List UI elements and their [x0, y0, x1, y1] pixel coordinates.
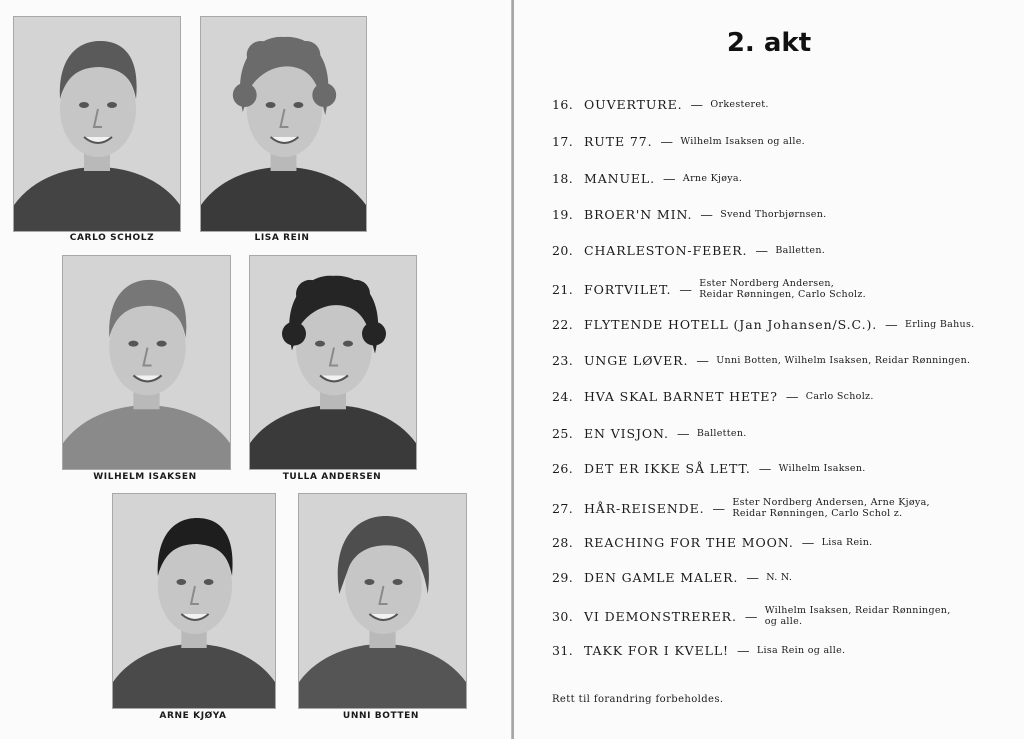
song-title: BROER'N MIN.	[584, 207, 693, 222]
em-dash: —	[746, 570, 760, 585]
performer-line: Wilhelm Isaksen og alle.	[680, 136, 805, 147]
performer-line: N. N.	[766, 572, 793, 583]
song-performers	[716, 355, 970, 366]
portrait-photo	[298, 493, 467, 709]
song-title: HÅR-REISENDE.	[584, 500, 705, 516]
em-dash: —	[679, 281, 693, 297]
song-entry	[552, 317, 1004, 332]
em-dash: —	[712, 500, 726, 516]
song-performers	[757, 645, 845, 656]
song-entry	[552, 461, 1004, 476]
song-title: OUVERTURE.	[584, 97, 683, 112]
song-performers	[710, 99, 768, 110]
performer-line: Svend Thorbjørnsen.	[720, 209, 827, 220]
song-entry	[552, 171, 1004, 186]
performer-line: Balletten.	[696, 428, 747, 439]
portrait-figure	[250, 256, 416, 469]
song-performers	[697, 428, 747, 439]
song-title: RUTE 77.	[584, 134, 653, 149]
song-number: 27.	[552, 500, 574, 516]
song-entry	[552, 243, 1004, 258]
song-entry	[552, 605, 1004, 627]
portrait-photo	[13, 16, 181, 232]
song-entry	[552, 389, 1004, 404]
portrait-caption: WILHELM ISAKSEN	[93, 472, 197, 482]
song-number: 22.	[552, 317, 574, 332]
em-dash: —	[676, 426, 690, 441]
right-page	[514, 0, 1024, 739]
song-number: 24.	[552, 389, 574, 404]
song-performers	[765, 605, 951, 627]
em-dash: —	[744, 608, 758, 624]
song-number: 23.	[552, 353, 574, 368]
song-title: HVA SKAL BARNET HETE?	[584, 389, 778, 404]
portrait-caption: CARLO SCHOLZ	[69, 233, 155, 243]
song-entry	[552, 643, 1004, 658]
song-title: FLYTENDE HOTELL (Jan Johansen/S.C.).	[584, 317, 878, 332]
song-title: UNGE LØVER.	[584, 353, 689, 368]
song-performers	[822, 537, 873, 548]
song-performers	[680, 136, 805, 147]
song-number: 18.	[552, 171, 574, 186]
song-number: 20.	[552, 243, 574, 258]
portrait-figure	[63, 256, 230, 469]
performer-line: Erling Bahus.	[905, 319, 975, 330]
song-number: 28.	[552, 535, 574, 550]
performer-line: Wilhelm Isaksen.	[778, 463, 866, 474]
em-dash: —	[690, 97, 704, 112]
song-performers	[806, 391, 874, 402]
performer-line: Unni Botten, Wilhelm Isaksen, Reidar Rønningen.	[716, 355, 971, 366]
portrait-caption: TULLA ANDERSEN	[282, 472, 382, 482]
portrait-figure	[14, 17, 180, 231]
song-title: DEN GAMLE MALER.	[584, 570, 739, 585]
song-number: 19.	[552, 207, 574, 222]
em-dash: —	[663, 171, 676, 186]
song-number: 29.	[552, 570, 574, 585]
portrait-photo	[249, 255, 417, 470]
song-entry	[552, 97, 1004, 112]
song-number: 16.	[552, 97, 574, 112]
em-dash: —	[758, 461, 772, 476]
em-dash: —	[696, 353, 710, 368]
song-entry	[552, 535, 1004, 550]
song-title: DET ER IKKE SÅ LETT.	[584, 461, 751, 476]
portrait-caption: LISA REIN	[254, 233, 310, 243]
performer-line: Orkesteret.	[710, 99, 769, 110]
em-dash: —	[660, 134, 674, 149]
em-dash: —	[801, 535, 815, 550]
em-dash: —	[736, 643, 750, 658]
performer-line: Reidar Rønningen, Carlo Schol z.	[732, 508, 903, 519]
portrait-photo	[112, 493, 276, 709]
song-title: VI DEMONSTRERER.	[584, 608, 737, 624]
disclaimer-note: Rett til forandring forbeholdes.	[552, 694, 724, 705]
portrait-figure	[201, 17, 366, 231]
song-entry	[552, 278, 1004, 300]
song-performers	[699, 278, 866, 300]
song-title: CHARLESTON-FEBER.	[584, 243, 748, 258]
song-entry	[552, 497, 1004, 519]
song-entry	[552, 570, 1004, 585]
performer-line: Reidar Rønningen, Carlo Scholz.	[699, 289, 866, 300]
song-title: FORTVILET.	[584, 281, 672, 297]
song-entry	[552, 134, 1004, 149]
em-dash: —	[700, 207, 714, 222]
performer-line: Carlo Scholz.	[805, 391, 874, 402]
song-performers	[775, 245, 825, 256]
performer-line: Ester Nordberg Andersen, Arne Kjøya,	[732, 497, 930, 508]
song-entry	[552, 426, 1004, 441]
performer-line: og alle.	[764, 616, 803, 627]
em-dash: —	[755, 243, 769, 258]
song-number: 21.	[552, 281, 574, 297]
portrait-caption: UNNI BOTTEN	[342, 711, 420, 721]
performer-line: Lisa Rein og alle.	[756, 645, 846, 656]
em-dash: —	[885, 317, 898, 332]
act-title: 2. akt	[726, 28, 812, 58]
portrait-photo	[200, 16, 367, 232]
em-dash: —	[785, 389, 799, 404]
song-number: 25.	[552, 426, 574, 441]
song-performers	[766, 572, 792, 583]
song-number: 26.	[552, 461, 574, 476]
song-number: 17.	[552, 134, 574, 149]
song-performers	[720, 209, 826, 220]
song-title: EN VISJON.	[584, 426, 669, 441]
song-number: 30.	[552, 608, 574, 624]
song-performers	[683, 173, 742, 184]
performer-line: Lisa Rein.	[821, 537, 873, 548]
performer-line: Arne Kjøya.	[682, 173, 743, 184]
song-entry	[552, 353, 1004, 368]
song-title: REACHING FOR THE MOON.	[584, 535, 794, 550]
song-performers	[905, 319, 974, 330]
portrait-figure	[299, 494, 466, 708]
song-performers	[779, 463, 866, 474]
portrait-photo	[62, 255, 231, 470]
song-entry	[552, 207, 1004, 222]
portrait-figure	[113, 494, 275, 708]
song-number: 31.	[552, 643, 574, 658]
song-title: TAKK FOR I KVELL!	[584, 643, 729, 658]
song-performers	[732, 497, 929, 519]
portrait-caption: ARNE KJØYA	[159, 711, 227, 721]
performer-line: Wilhelm Isaksen, Reidar Rønningen,	[764, 605, 951, 616]
performer-line: Ester Nordberg Andersen,	[699, 278, 835, 289]
performer-line: Balletten.	[775, 245, 826, 256]
song-title: MANUEL.	[584, 171, 655, 186]
